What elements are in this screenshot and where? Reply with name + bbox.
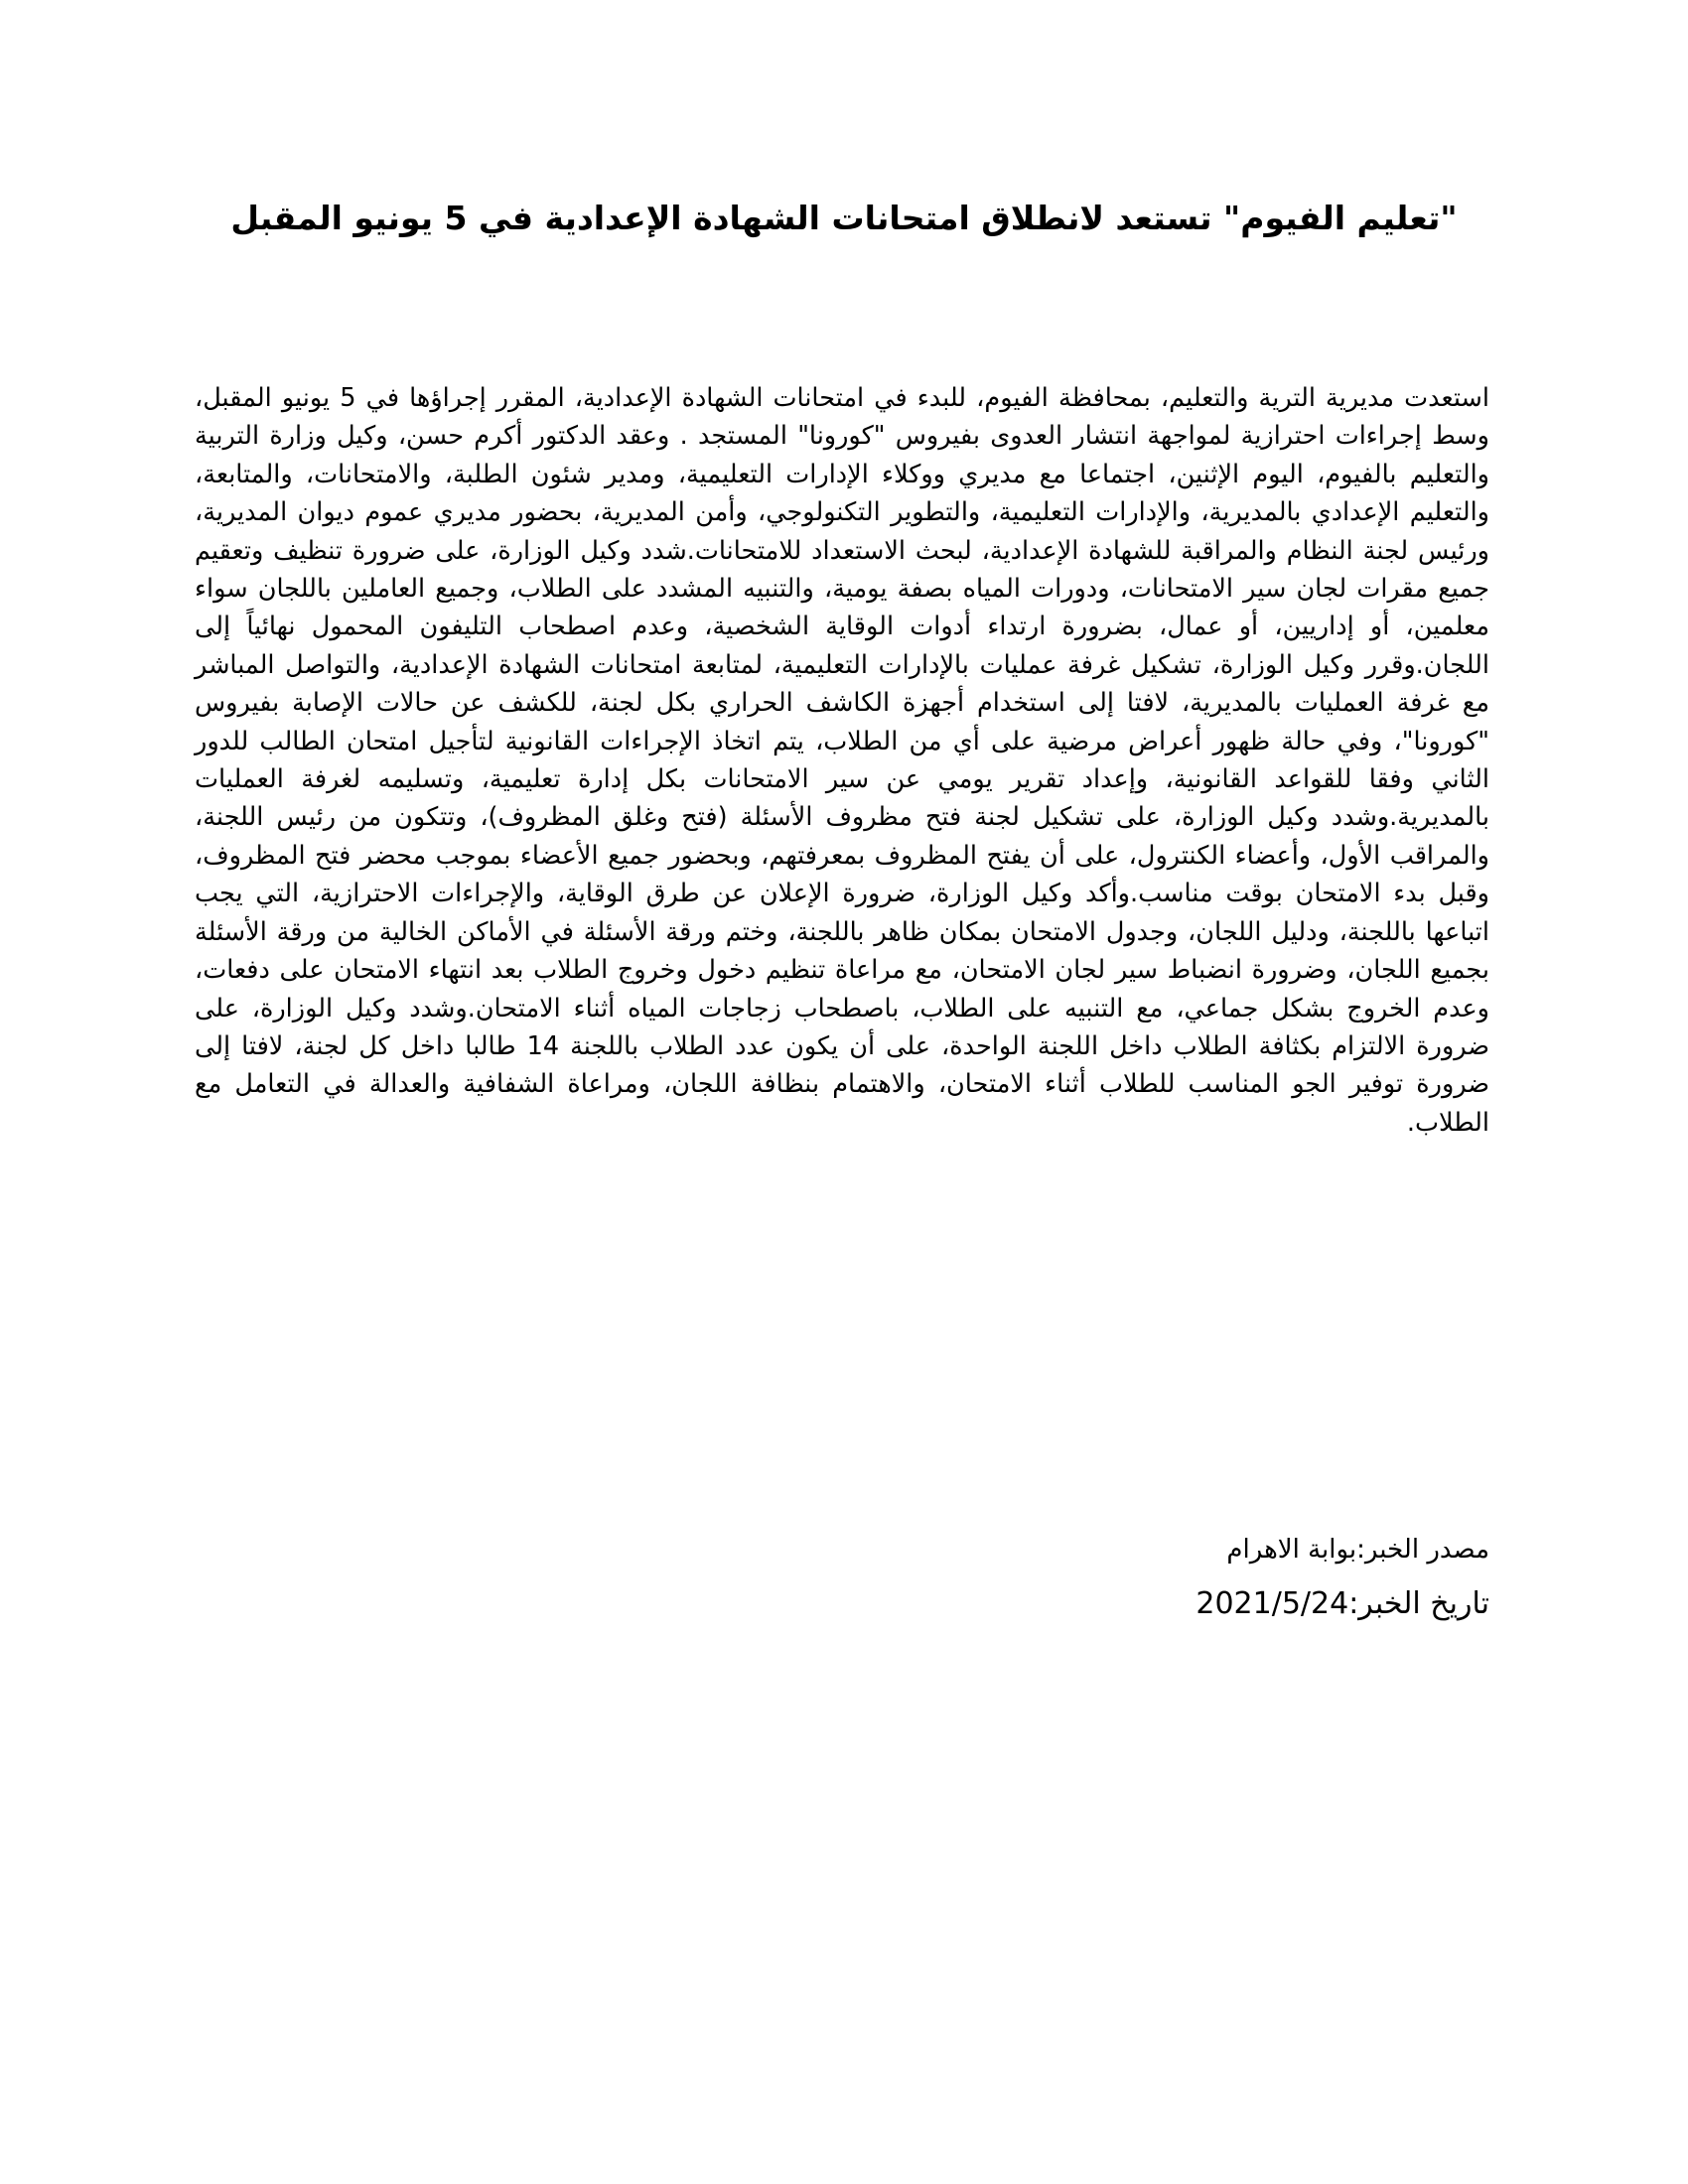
news-source: مصدر الخبر:بوابة الاهرام [1226,1535,1489,1565]
article-body: استعدت مديرية الترية والتعليم، بمحافظة الفيوم، للبدء في امتحانات الشهادة الإعدادية، المقرر إجراؤها في 5 يونيو المقبل، وسط إجراءات احترازية لمواجهة انتشار العدوى بفيروس "كورونا" المستجد . وعقد الدكتور أكرم حسن، وكيل وزارة التربية والتعليم بالفيوم، اليوم الإثنين، اجتماعا مع مديري ووكلاء الإدارات التعليمية، ومدير شئون الطلبة، والامتحانات، والمتابعة، والتعليم الإعدادي بالمديرية، والإدارات التعليمية، والتطوير التكنولوجي، وأمن المديرية، بحضور مديري عموم ديوان المديرية، ورئيس لجنة النظام والمراقبة للشهادة الإعدادية، لبحث الاستعداد للامتحانات.شدد وكيل الوزارة، على ضرورة تنظيف وتعقيم جميع مقرات لجان سير الامتحانات، ودورات المياه بصفة يومية، والتنبيه المشدد على الطلاب، وجميع العاملين باللجان سواء معلمين، أو إداريين، أو عمال، بضرورة ارتداء أدوات الوقاية الشخصية، وعدم اصطحاب التليفون المحمول نهائياً إلى اللجان.وقرر وكيل الوزارة، تشكيل غرفة عمليات بالإدارات التعليمية، لمتابعة امتحانات الشهادة الإعدادية، والتواصل المباشر مع غرفة العمليات بالمديرية، لافتا إلى استخدام أجهزة الكاشف الحراري بكل لجنة، للكشف عن حالات الإصابة بفيروس "كورونا"، وفي حالة ظهور أعراض مرضية على أي من الطلاب، يتم اتخاذ الإجراءات القانونية لتأجيل امتحان الطالب للدور الثاني وفقا للقواعد القانونية، وإعداد تقرير يومي عن سير الامتحانات بكل إدارة تعليمية، وتسليمه لغرفة العمليات بالمديرية.وشدد وكيل الوزارة، على تشكيل لجنة فتح مظروف الأسئلة (فتح وغلق المظروف)، وتتكون من رئيس اللجنة، والمراقب الأول، وأعضاء الكنترول، على أن يفتح المظروف بمعرفتهم، وبحضور جميع الأعضاء بموجب محضر فتح المظروف، وقبل بدء الامتحان بوقت مناسب.وأكد وكيل الوزارة، ضرورة الإعلان عن طرق الوقاية، والإجراءات الاحترازية، التي يجب اتباعها باللجنة، ودليل اللجان، وجدول الامتحان بمكان ظاهر باللجنة، وختم ورقة الأسئلة في الأماكن الخالية من ورقة الأسئلة بجميع اللجان، وضرورة انضباط سير لجان الامتحان، مع مراعاة تنظيم دخول وخروج الطلاب بعد انتهاء الامتحان على دفعات، وعدم الخروج بشكل جماعي، مع التنبيه على الطلاب، باصطحاب زجاجات المياه أثناء الامتحان.وشدد وكيل الوزارة، على ضرورة الالتزام بكثافة الطلاب داخل اللجنة الواحدة، على أن يكون عدد الطلاب باللجنة 14 طالبا داخل كل لجنة، لافتا إلى ضرورة توفير الجو المناسب للطلاب أثناء الامتحان، والاهتمام بنظافة اللجان، ومراعاة الشفافية والعدالة في التعامل مع الطلاب. [195,383,1489,1138]
news-date: تاريخ الخبر:2021/5/24 [1196,1586,1489,1621]
article-title: "تعليم الفيوم" تستعد لانطلاق امتحانات الشهادة الإعدادية في 5 يونيو المقبل [230,199,1458,237]
